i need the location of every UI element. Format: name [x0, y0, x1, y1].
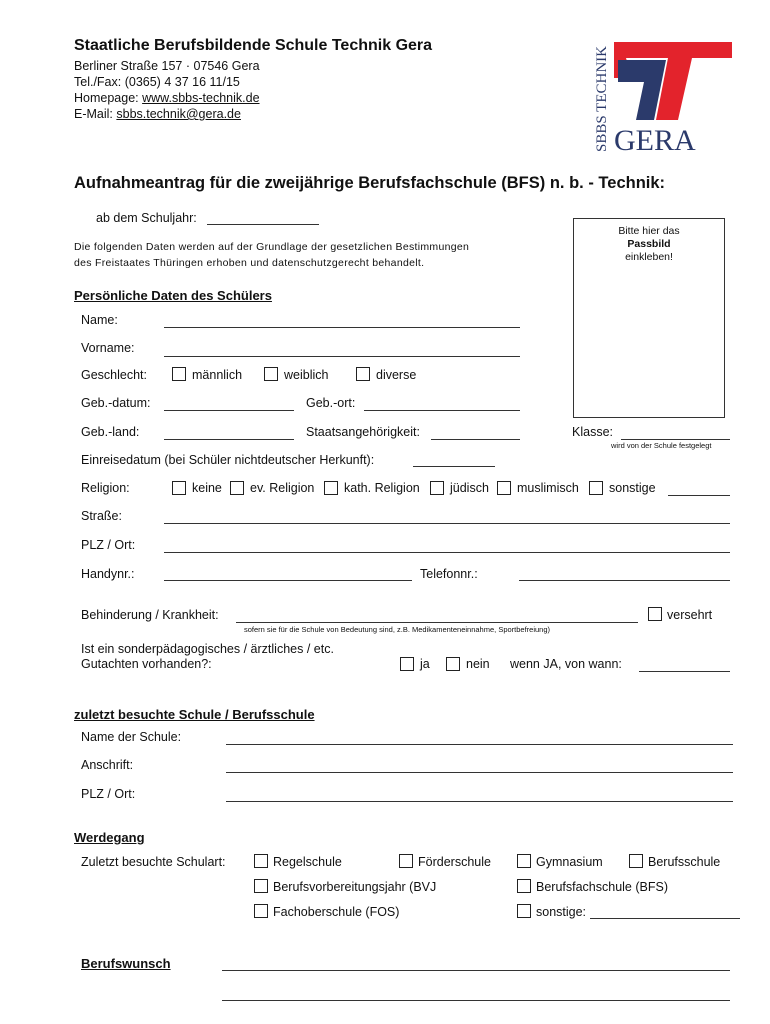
behinderung-label: Behinderung / Krankheit: [81, 608, 219, 622]
photo-line3: einkleben! [625, 251, 673, 263]
school-name: Staatliche Berufsbildende Schule Technik Gera [74, 37, 433, 54]
option-juedisch: jüdisch [450, 481, 489, 495]
checkbox-juedisch[interactable] [430, 481, 444, 495]
strasse-field[interactable] [164, 523, 730, 524]
school-address: Berliner Straße 157 · 07546 Gera [74, 59, 260, 73]
checkbox-maennlich[interactable] [172, 367, 186, 381]
werdegang-sonstige-field[interactable] [590, 918, 740, 919]
geb-ort-label: Geb.-ort: [306, 396, 356, 410]
werdegang-heading: Werdegang [74, 830, 145, 845]
gutachten-label-1: Ist ein sonderpädagogisches / ärztliches / etc. [81, 642, 334, 656]
name-label: Name: [81, 313, 118, 327]
schuljahr-label: ab dem Schuljahr: [96, 211, 197, 225]
berufswunsch-heading: Berufswunsch [81, 956, 171, 971]
privacy-note-1: Die folgenden Daten werden auf der Grundlage der gesetzlichen Bestimmungen [74, 241, 470, 253]
strasse-label: Straße: [81, 509, 122, 523]
school-logo [592, 38, 732, 154]
option-maennlich: männlich [192, 368, 243, 382]
option-weiblich: weiblich [284, 368, 329, 382]
checkbox-bfs[interactable] [517, 879, 531, 893]
option-muslimisch: muslimisch [517, 481, 579, 495]
option-regelschule: Regelschule [273, 855, 342, 869]
wenn-ja-label: wenn JA, von wann: [510, 657, 622, 671]
option-fos: Fachoberschule (FOS) [273, 905, 400, 919]
behinderung-note: sofern sie für die Schule von Bedeutung sind, z.B. Medikamenteneinnahme, Sportbefreiung) [244, 625, 551, 634]
checkbox-berufsschule[interactable] [629, 854, 643, 868]
anschrift-label: Anschrift: [81, 758, 134, 772]
checkbox-muslimisch[interactable] [497, 481, 511, 495]
option-sonstige: sonstige [609, 481, 656, 495]
passbild-box[interactable] [573, 218, 725, 418]
klasse-label: Klasse: [572, 425, 613, 439]
option-keine: keine [192, 481, 222, 495]
privacy-note-2: des Freistaates Thüringen erhoben und datenschutzgerecht behandelt. [74, 257, 425, 269]
geb-ort-field[interactable] [364, 410, 520, 411]
checkbox-regelschule[interactable] [254, 854, 268, 868]
checkbox-ja[interactable] [400, 657, 414, 671]
vorname-field[interactable] [164, 356, 520, 357]
checkbox-werdegang-sonstige[interactable] [517, 904, 531, 918]
option-gymnasium: Gymnasium [536, 855, 603, 869]
option-foerderschule: Förderschule [418, 855, 491, 869]
checkbox-keine[interactable] [172, 481, 186, 495]
handy-label: Handynr.: [81, 567, 135, 581]
homepage-label: Homepage: [74, 91, 143, 105]
email-label: E-Mail: [74, 107, 117, 121]
telefon-field[interactable] [519, 580, 730, 581]
geschlecht-label: Geschlecht: [81, 368, 148, 382]
photo-line1: Bitte hier das [618, 225, 680, 237]
option-versehrt: versehrt [667, 608, 713, 622]
checkbox-bvj[interactable] [254, 879, 268, 893]
option-nein: nein [466, 657, 490, 671]
klasse-note: wird von der Schule festgelegt [611, 441, 712, 450]
school-phone: Tel./Fax: (0365) 4 37 16 11/15 [74, 75, 240, 89]
homepage-link[interactable]: www.sbbs-technik.de [142, 91, 260, 105]
geb-land-field[interactable] [164, 439, 294, 440]
school-email [74, 107, 241, 121]
logo-city-text: GERA [614, 124, 696, 154]
geb-datum-field[interactable] [164, 410, 294, 411]
wenn-ja-field[interactable] [639, 671, 730, 672]
plz-ort-label: PLZ / Ort: [81, 538, 136, 552]
berufswunsch-field-1[interactable] [222, 970, 730, 971]
geb-land-label: Geb.-land: [81, 425, 140, 439]
option-bvj: Berufsvorbereitungsjahr (BVJ [273, 880, 437, 894]
last-school-heading: zuletzt besuchte Schule / Berufsschule [74, 707, 315, 722]
personal-heading: Persönliche Daten des Schülers [74, 288, 272, 303]
logo-vertical-text: SBBS TECHNIK [594, 46, 610, 152]
option-kath-religion: kath. Religion [344, 481, 420, 495]
option-diverse: diverse [376, 368, 417, 382]
vorname-label: Vorname: [81, 341, 135, 355]
religion-sonstige-field[interactable] [668, 495, 730, 496]
checkbox-ev-religion[interactable] [230, 481, 244, 495]
school-homepage [74, 91, 260, 105]
schuljahr-field[interactable] [207, 224, 319, 225]
option-werdegang-sonstige: sonstige: [536, 905, 587, 919]
einreise-field[interactable] [413, 466, 495, 467]
name-field[interactable] [164, 327, 520, 328]
checkbox-nein[interactable] [446, 657, 460, 671]
telefon-label: Telefonnr.: [420, 567, 478, 581]
geb-datum-label: Geb.-datum: [81, 396, 151, 410]
behinderung-field[interactable] [236, 622, 638, 623]
option-ja: ja [420, 657, 430, 671]
email-link[interactable]: sbbs.technik@gera.de [116, 107, 241, 121]
school-plz-field[interactable] [226, 801, 733, 802]
checkbox-kath-religion[interactable] [324, 481, 338, 495]
schulart-label: Zuletzt besuchte Schulart: [81, 855, 226, 869]
religion-label: Religion: [81, 481, 130, 495]
option-ev-religion: ev. Religion [250, 481, 315, 495]
checkbox-sonstige[interactable] [589, 481, 603, 495]
gutachten-label-2: Gutachten vorhanden?: [81, 657, 212, 671]
photo-line2: Passbild [627, 238, 671, 250]
einreise-label: Einreisedatum (bei Schüler nichtdeutscher Herkunft): [81, 453, 375, 467]
school-name-field[interactable] [226, 744, 733, 745]
klasse-field[interactable] [621, 439, 730, 440]
staatsangehoerigkeit-field[interactable] [431, 439, 520, 440]
staatsangehoerigkeit-label: Staatsangehörigkeit: [306, 425, 420, 439]
checkbox-versehrt[interactable] [648, 607, 662, 621]
checkbox-gymnasium[interactable] [517, 854, 531, 868]
school-plz-label: PLZ / Ort: [81, 787, 136, 801]
anschrift-field[interactable] [226, 772, 733, 773]
option-bfs: Berufsfachschule (BFS) [536, 880, 668, 894]
form-title: Aufnahmeantrag für die zweijährige Berufsfachschule (BFS) n. b. - Technik: [74, 174, 666, 192]
school-name-label: Name der Schule: [81, 730, 182, 744]
handy-field[interactable] [164, 580, 412, 581]
checkbox-weiblich[interactable] [264, 367, 278, 381]
option-berufsschule: Berufsschule [648, 855, 721, 869]
checkbox-diverse[interactable] [356, 367, 370, 381]
checkbox-fos[interactable] [254, 904, 268, 918]
plz-ort-field[interactable] [164, 552, 730, 553]
checkbox-foerderschule[interactable] [399, 854, 413, 868]
berufswunsch-field-2[interactable] [222, 1000, 730, 1001]
